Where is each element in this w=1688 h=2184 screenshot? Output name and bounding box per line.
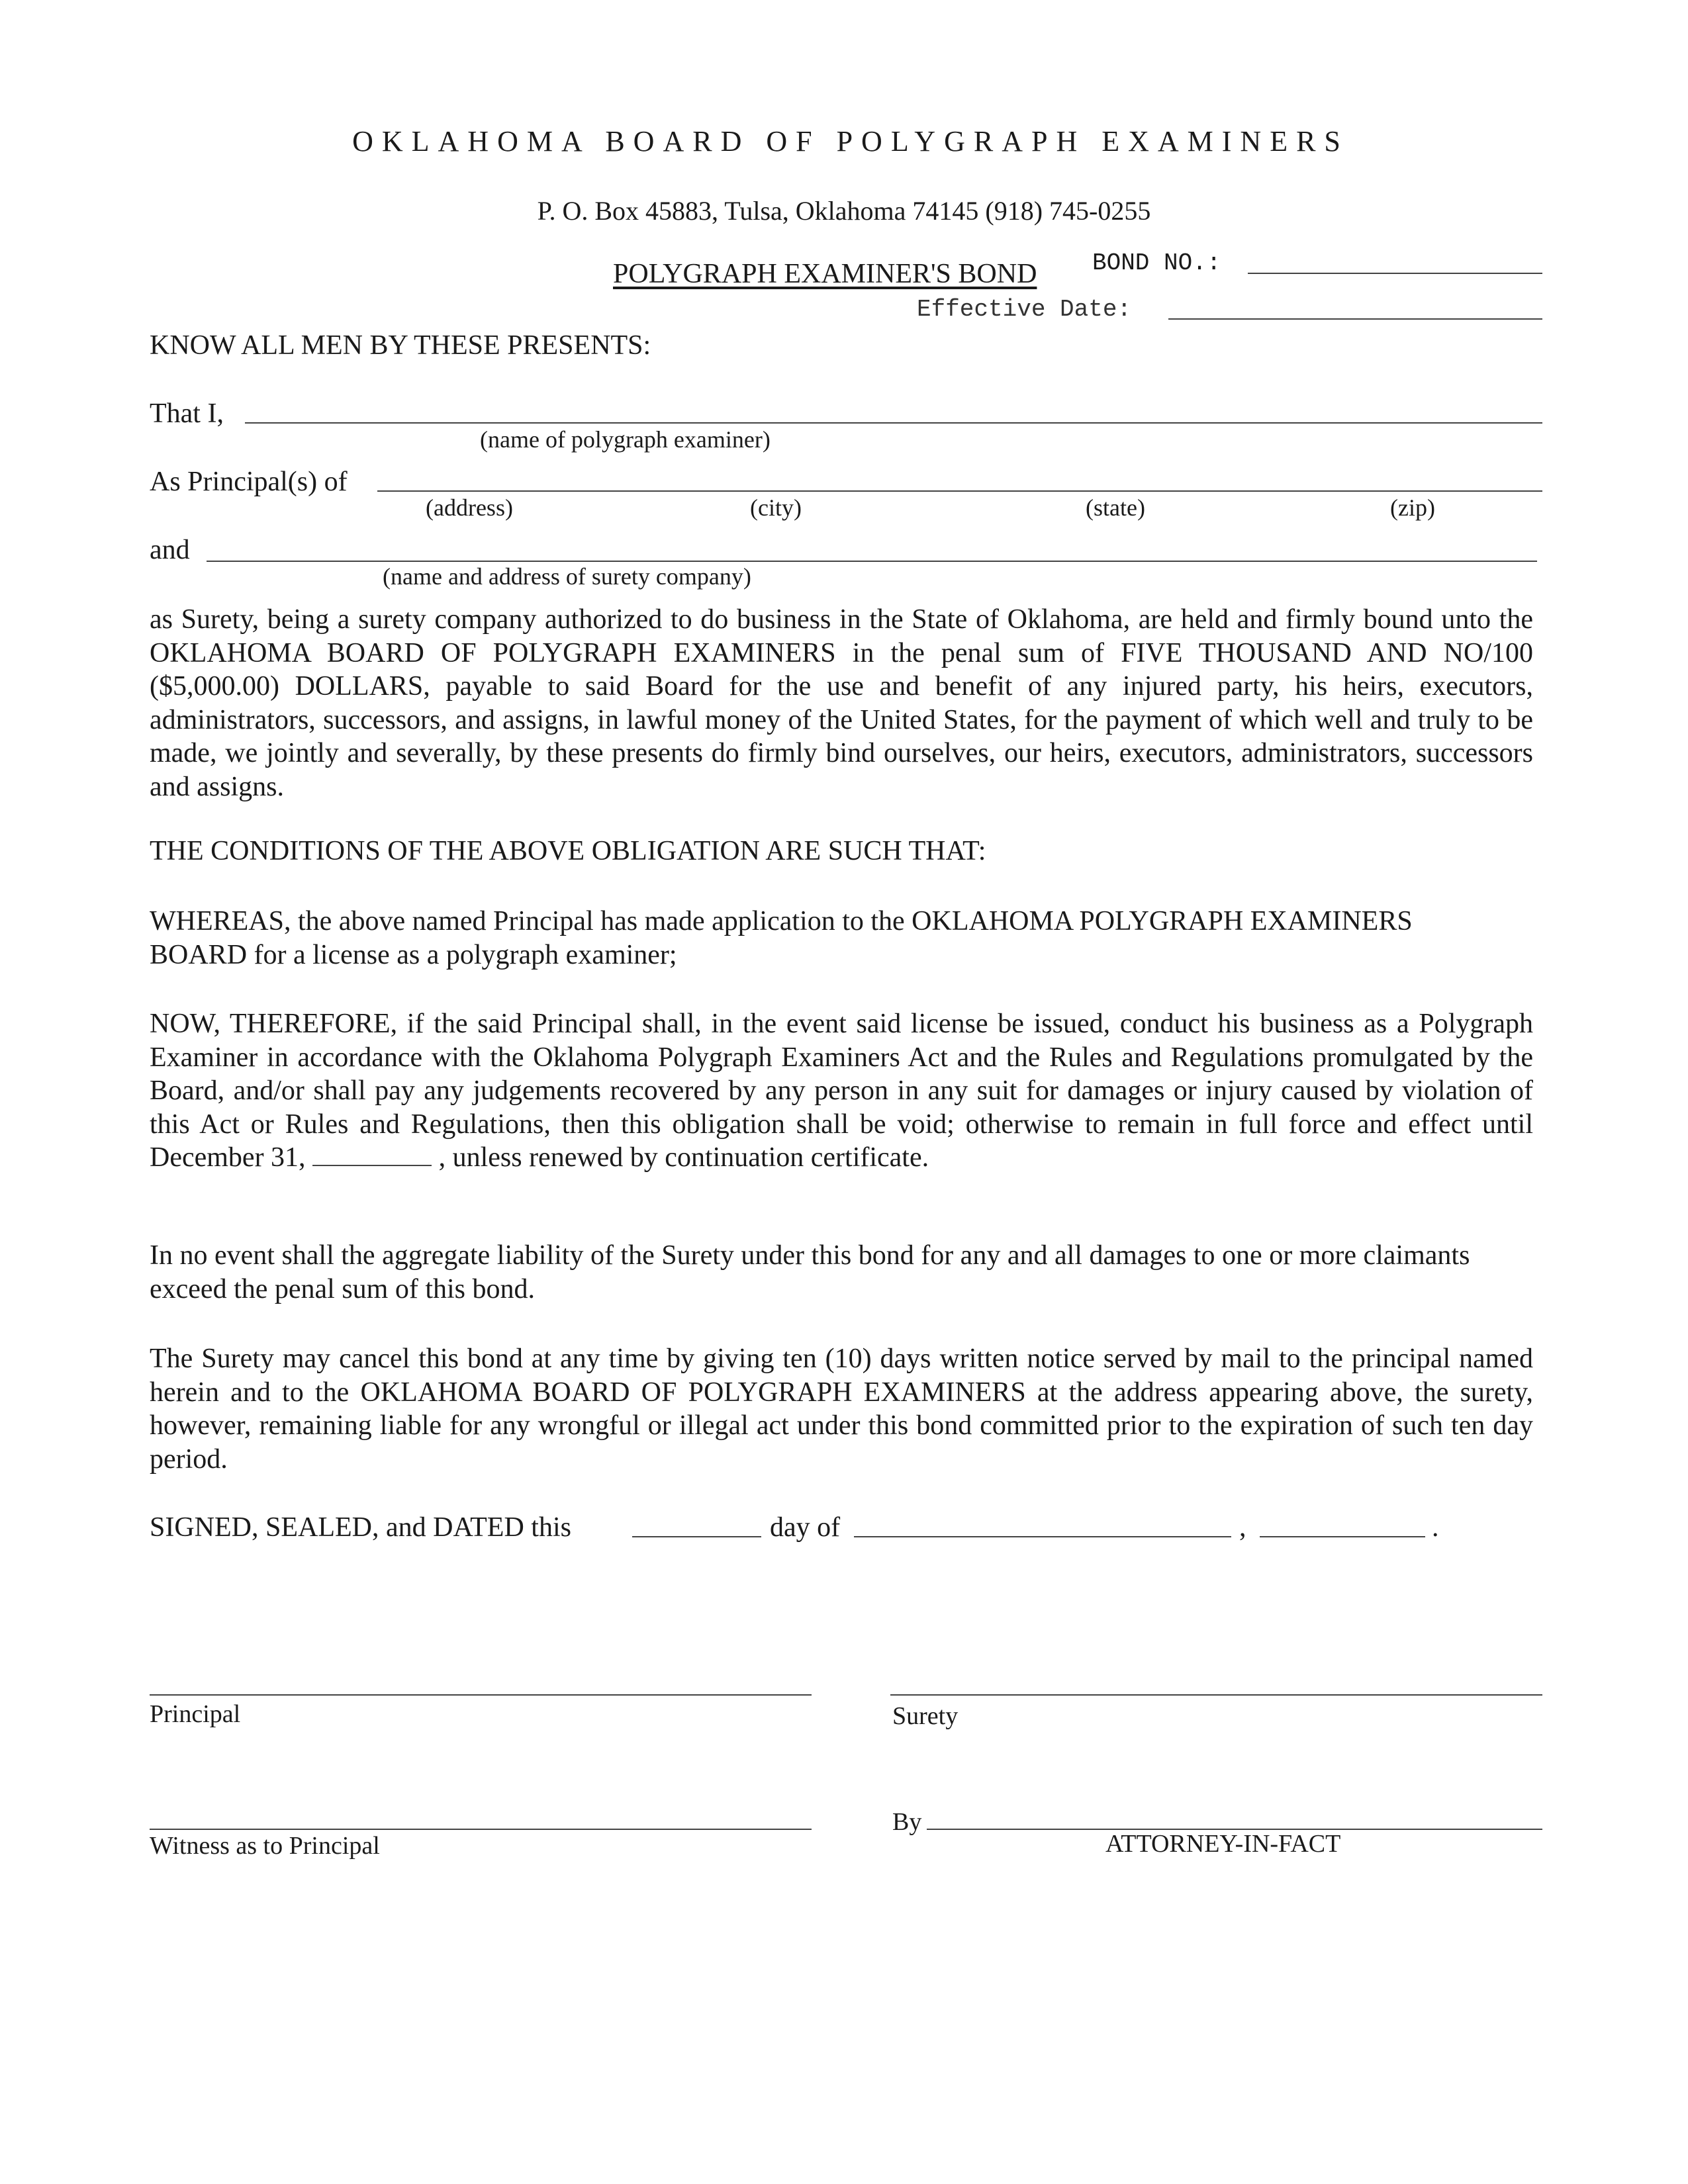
effective-date-field[interactable]: [1168, 318, 1542, 320]
day-of-label: day of: [770, 1512, 841, 1543]
signed-month-field[interactable]: [854, 1536, 1231, 1537]
date-period: .: [1432, 1512, 1439, 1543]
principal-address-field[interactable]: [377, 490, 1542, 492]
examiner-name-caption: (name of polygraph examiner): [480, 426, 771, 453]
now-therefore-text: NOW, THEREFORE, if the said Principal shall, in the event said license be issued, conduct his business as a Polygraph Examiner in accordance with the Oklahoma Polygraph Examiners Act and the Rules and Regulations promulgated by the Board, and/or shall pay any judgements recovered by any person in any suit for damages or injury caused by violation of this Act or Rules and Regulations, then this obligation shall be void; otherwise to remain in full force and effect until December 31,: [150, 1009, 1533, 1173]
form-title: POLYGRAPH EXAMINER'S BOND: [613, 259, 1037, 289]
witness-label: Witness as to Principal: [150, 1832, 380, 1860]
whereas-paragraph: WHEREAS, the above named Principal has made application to the OKLAHOMA POLYGRAPH EXAMINERS BOARD for a license as a polygraph examiner;: [150, 906, 1413, 970]
principal-signature-line[interactable]: [150, 1694, 812, 1696]
bond-no-label: BOND NO.:: [1092, 250, 1221, 277]
surety-company-field[interactable]: [207, 561, 1537, 562]
conditions-heading: THE CONDITIONS OF THE ABOVE OBLIGATION ARE SUCH THAT:: [150, 836, 986, 866]
zip-caption: (zip): [1390, 494, 1435, 521]
expiration-year-field[interactable]: [312, 1145, 432, 1166]
bond-no-field[interactable]: [1248, 273, 1542, 274]
signed-label: SIGNED, SEALED, and DATED this: [150, 1512, 571, 1543]
city-caption: (city): [750, 494, 802, 521]
that-i-label: That I,: [150, 398, 224, 429]
state-caption: (state): [1086, 494, 1145, 521]
effective-date-label: Effective Date:: [917, 296, 1132, 323]
by-label: By: [892, 1808, 922, 1836]
examiner-name-field[interactable]: [245, 422, 1542, 424]
principal-label-sig: Principal: [150, 1700, 241, 1728]
surety-paragraph: as Surety, being a surety company authorized to do business in the State of Oklahoma, are held and firmly bound unto the OKLAHOMA BOARD OF POLYGRAPH EXAMINERS in the penal sum of FIVE THOUSAND AND NO/100 ($5,000.00) DOLLARS, payable to said Board for the use and benefit of any injured party, his heirs, executors, administrators, successors, and assigns, in lawful money of the United States, for the payment of which well and truly to be made, we jointly and severally, by these presents do firmly bind ourselves, our heirs, executors, administrators, successors and assigns.: [150, 604, 1533, 802]
attorney-label: ATTORNEY-IN-FACT: [1105, 1830, 1341, 1858]
address-caption: (address): [426, 494, 513, 521]
cancel-paragraph: The Surety may cancel this bond at any time by giving ten (10) days written notice served by mail to the principal named herein and to the OKLAHOMA BOARD OF POLYGRAPH EXAMINERS at the address appearing above, the surety, however, remaining liable for any wrongful or illegal act under this bond committed prior to the expiration of such ten day period.: [150, 1343, 1533, 1475]
know-all-heading: KNOW ALL MEN BY THESE PRESENTS:: [150, 330, 651, 361]
witness-signature-line[interactable]: [150, 1829, 812, 1830]
principal-label: As Principal(s) of: [150, 467, 348, 497]
date-comma: ,: [1239, 1512, 1246, 1543]
surety-company-caption: (name and address of surety company): [383, 563, 751, 590]
now-therefore-text-end: , unless renewed by continuation certificate.: [438, 1142, 929, 1173]
board-address: P. O. Box 45883, Tulsa, Oklahoma 74145 (918) 745-0255: [537, 196, 1151, 226]
signed-year-field[interactable]: [1260, 1536, 1425, 1537]
and-label: and: [150, 535, 190, 565]
surety-signature-line[interactable]: [890, 1694, 1542, 1696]
surety-label-sig: Surety: [892, 1702, 959, 1730]
liability-paragraph: In no event shall the aggregate liability of the Surety under this bond for any and all damages to one or more claimants exceed the penal sum of this bond.: [150, 1240, 1470, 1304]
signed-day-field[interactable]: [632, 1536, 761, 1537]
board-title: OKLAHOMA BOARD OF POLYGRAPH EXAMINERS: [352, 125, 1349, 158]
now-therefore-paragraph: [150, 1007, 1533, 1175]
